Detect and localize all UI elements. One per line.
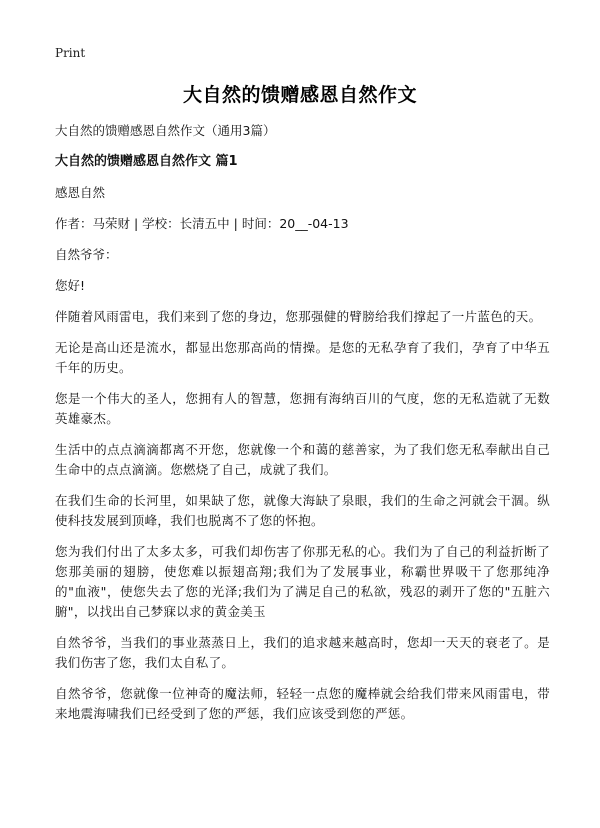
- paragraph: 在我们生命的长河里，如果缺了您，就像大海缺了泉眼，我们的生命之河就会干涸。纵使科技发展到顶峰，我们也脱离不了您的怀抱。: [55, 493, 550, 528]
- paragraph: 生活中的点点滴滴都离不开您，您就像一个和蔼的慈善家，为了我们您无私奉献出自己生命中的点点滴滴。您燃烧了自己，成就了我们。: [55, 442, 550, 477]
- author-meta: 作者：马荣财 | 学校：长清五中 | 时间：20__-04-13: [55, 216, 349, 231]
- paragraph: 无论是高山还是流水，都显出您那高尚的情操。是您的无私孕育了我们，孕育了中华五千年的历史。: [55, 340, 550, 375]
- article-body: [55, 121, 550, 735]
- salutation: 自然爷爷：: [55, 247, 118, 262]
- paragraph: 自然爷爷，当我们的事业蒸蒸日上，我们的追求越来越高时，您却一天天的衰老了。是我们伤害了您，我们太自私了。: [55, 635, 550, 670]
- paragraph: 自然爷爷，您就像一位神奇的魔法师，轻轻一点您的魔棒就会给我们带来风雨雷电，带来地震海啸我们已经受到了您的严惩，我们应该受到您的严惩。: [55, 686, 550, 721]
- paragraph: 伴随着风雨雷电，我们来到了您的身边，您那强健的臂膀给我们撑起了一片蓝色的天。: [55, 309, 542, 324]
- section-heading: 大自然的馈赠感恩自然作文 篇1: [55, 154, 238, 169]
- paragraph: 您为我们付出了太多太多，可我们却伤害了你那无私的心。我们为了自己的利益折断了您那美丽的翅膀，使您难以振翅高翔;我们为了发展事业，称霸世界吸干了您那纯净的"血液"，使您失去了您的光泽;我们为了满足自己的私欲，残忍的剥开了您的"五脏六腑"，以找出自己梦寐以求的黄金美玉: [55, 544, 550, 619]
- subtitle: 大自然的馈赠感恩自然作文（通用3篇）: [55, 123, 276, 138]
- print-link[interactable]: Print: [55, 46, 86, 60]
- page-title: 大自然的馈赠感恩自然作文: [182, 84, 417, 106]
- essay-title: 感恩自然: [55, 185, 106, 200]
- paragraph: 您是一个伟大的圣人，您拥有人的智慧，您拥有海纳百川的气度，您的无私造就了无数英雄豪杰。: [55, 391, 550, 426]
- greeting: 您好!: [55, 278, 86, 293]
